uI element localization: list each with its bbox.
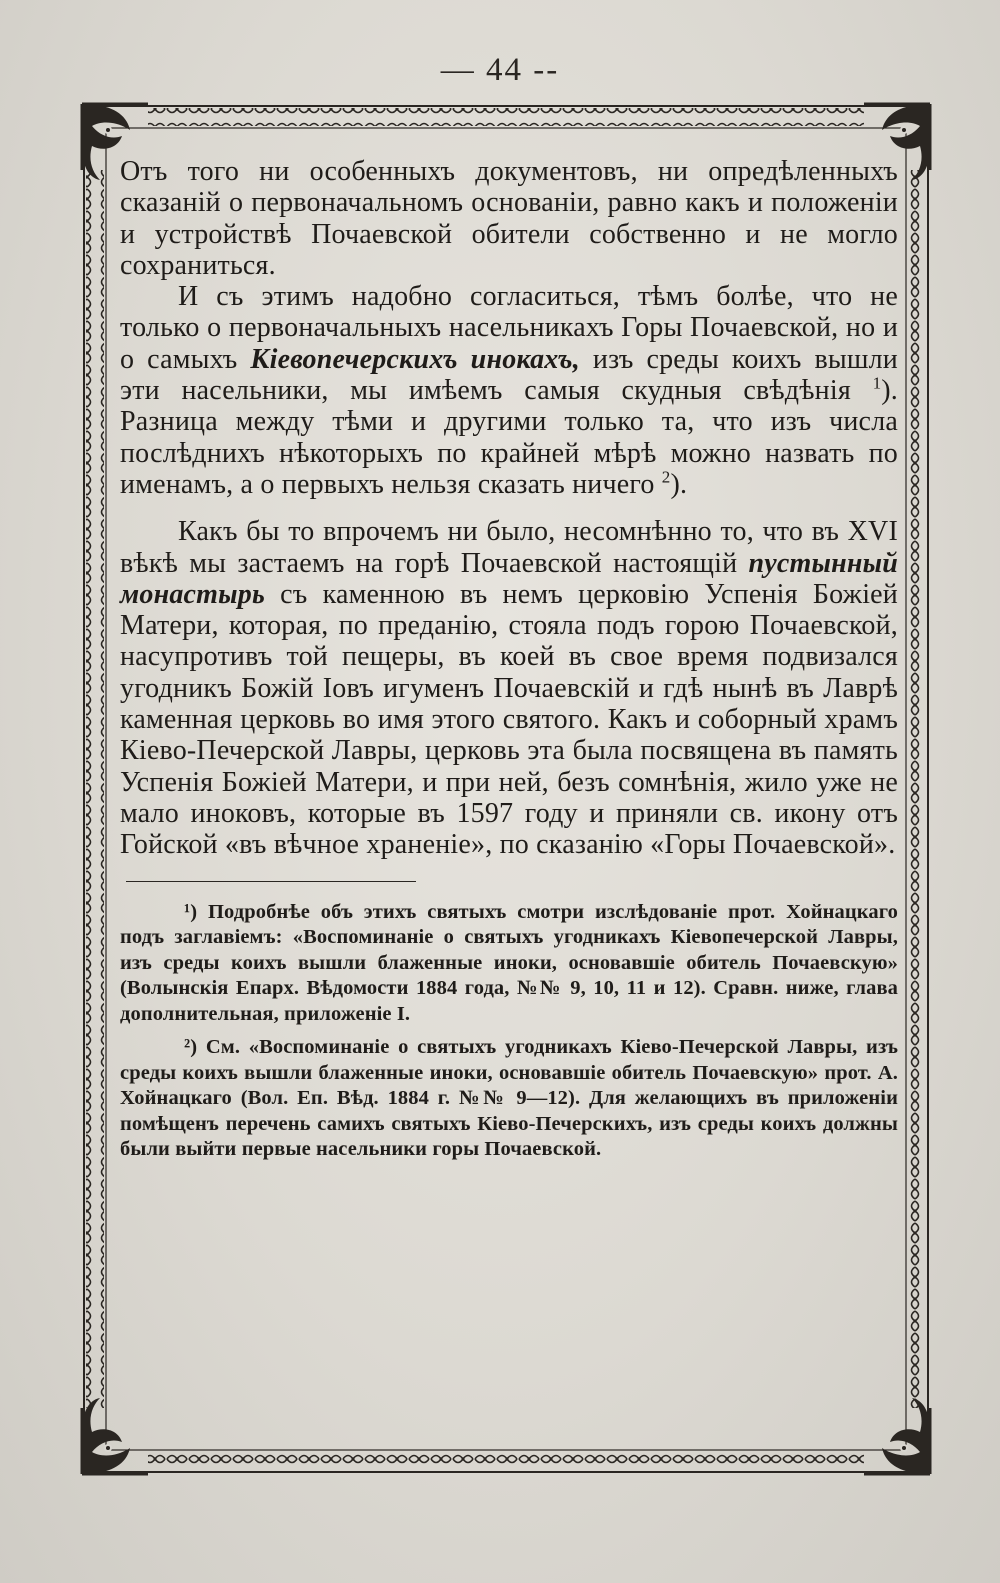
footnote-2: ²) См. «Воспоминаніе о святыхъ угодникахъ Кіево-Печерской Лавры, изъ среды коихъ вышли блаженные иноки, основавшіе обитель Почаевскую» прот. А. Хойнацкаго (Вол. Еп. Вѣд. 1884 г. №№ 9—12). Для желающихъ въ приложеніи помѣщенъ перечень самихъ святыхъ Кіево-Печерскихъ, изъ среды коихъ должны были выйти первые насельники горы Почаевской. xyxy=(120,1036,898,1161)
paragraph-2: И съ этимъ надобно согласиться, тѣмъ болѣе, что не только о первоначальныхъ насельникахъ Горы Почаевской, но и о самыхъ Кіевопечерскихъ инокахъ, изъ среды коихъ вышли эти насельники, мы имѣемъ самыя скудныя свѣдѣнія $^1$). Разница между тѣми и другими только та, что изъ числа послѣднихъ нѣкоторыхъ по крайней мѣрѣ можно назвать по именамъ, а о первыхъ нельзя сказать ничего $^2$). xyxy=(120,281,898,500)
page-number: — 44 -- xyxy=(440,52,560,88)
paragraph-1: Отъ того ни особенныхъ документовъ, ни опредѣленныхъ сказаній о первоначальномъ основаніи, равно какъ и положеніи и устройствѣ Почаевской обители собственно и не могло сохраниться. xyxy=(120,156,898,281)
footnote-divider xyxy=(126,881,416,882)
footnote-1: ¹) Подробнѣе объ этихъ святыхъ смотри изслѣдованіе прот. Хойнацкаго подъ заглавіемъ: «Воспоминаніе о святыхъ угодникахъ Кіевопечерской Лавры, изъ среды коихъ вышли блаженные иноки, основавшіе обитель Почаевскую» (Волынскія Епарх. Вѣдомости 1884 года, №№ 9, 10, 11 и 12). Сравн. ниже, глава дополнительная, приложеніе I. xyxy=(120,900,898,1025)
footnote-ref-1: 1 xyxy=(872,373,882,393)
italic-term: Кіевопечерскихъ инокахъ, xyxy=(250,343,580,375)
footnotes xyxy=(120,900,898,1163)
italic-term: пустынный монастырь xyxy=(120,547,898,610)
ornamental-frame xyxy=(78,100,934,1478)
paragraph-3: Какъ бы то впрочемъ ни было, несомнѣнно то, что въ XVI вѣкѣ мы застаемъ на горѣ Почаевской настоящій пустынный монастырь съ каменною въ немъ церковію Успенія Божіей Матери, которая, по преданію, стояла подъ горою Почаевской, насупротивъ той пещеры, въ коей въ свое время подвизался угодникъ Божій Іовъ игуменъ Почаевскій и гдѣ нынѣ въ Лаврѣ каменная церковь во имя этого святого. Какъ и соборный храмъ Кіево-Печерской Лавры, церковь эта была посвящена въ память Успенія Божіей Матери, и при ней, безъ сомнѣнія, жило уже не мало иноковъ, которые въ 1597 году и приняли св. икону отъ Гойской «въ вѣчное храненіе», по сказанію «Горы Почаевской». xyxy=(120,516,898,861)
page-body xyxy=(120,156,898,1163)
footnote-ref-2: 2 xyxy=(661,467,671,487)
